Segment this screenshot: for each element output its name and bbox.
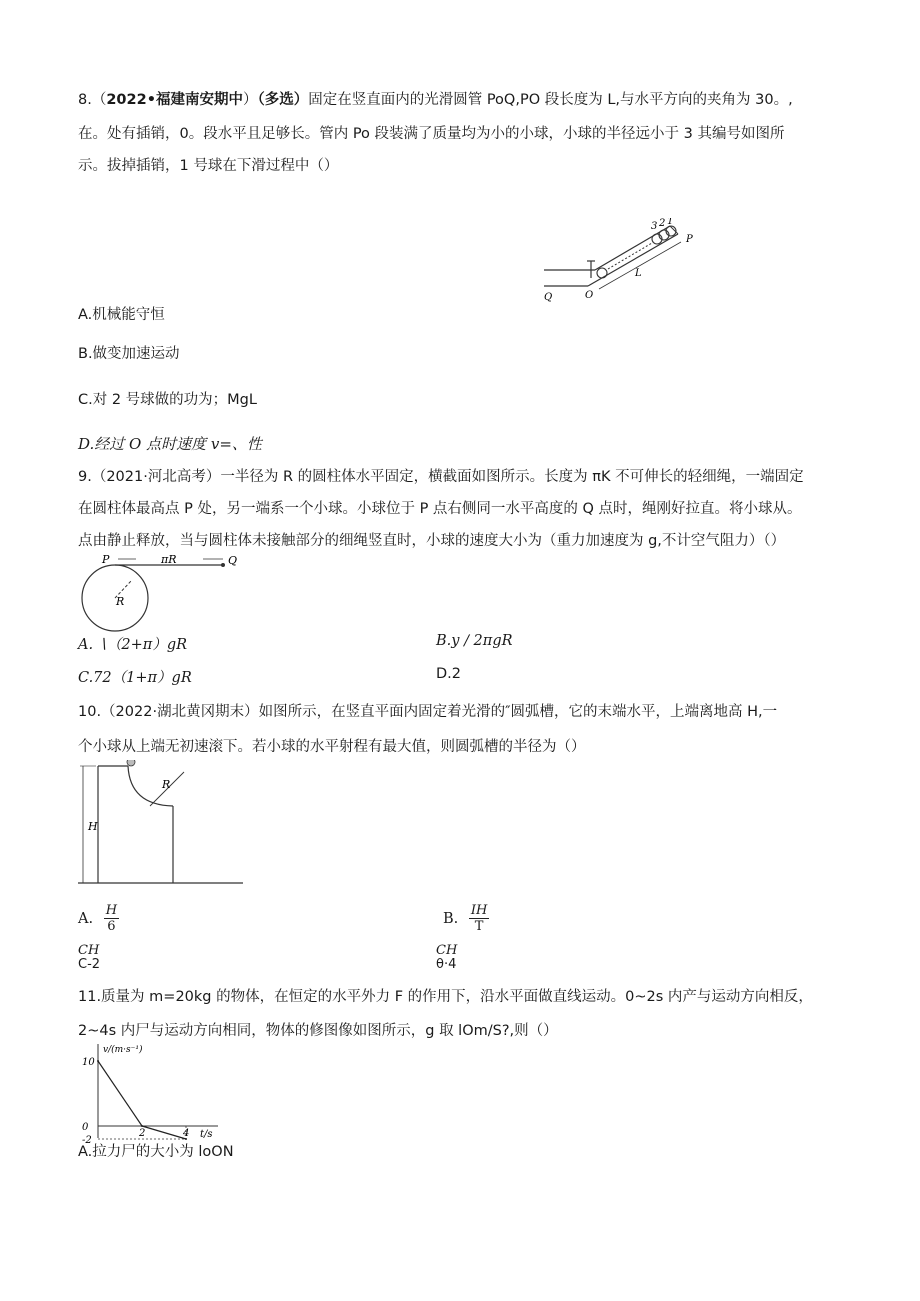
q9-option-c: C.72（1+π）gR xyxy=(78,670,192,686)
q9-label-q: Q xyxy=(228,554,238,567)
q8-label-l: L xyxy=(635,268,642,279)
q8-line2: 在。处有插销，0。段水平且足够长。管内 Po 段装满了质量均为小的小球，小球的半径远小于 3 其编号如图所 xyxy=(78,126,785,142)
q11-series-segment xyxy=(142,1126,186,1139)
q10-b-prefix: B. xyxy=(443,910,459,927)
q11-line1: 11.质量为 m=20kg 的物体，在恒定的水平外力 F 的作用下，沿水平面做直线运动。0~2s 内产与运动方向相反， xyxy=(78,989,813,1005)
q11-velocity-chart xyxy=(78,1038,228,1144)
q10-label-h: H xyxy=(88,820,98,833)
q10-option-d-top: CH xyxy=(436,943,458,958)
q10-a-numerator: H xyxy=(105,903,118,918)
q8-option-a: A.机械能守恒 xyxy=(78,307,165,323)
q10-line1: 10.（2022·湖北黄冈期末）如图所示，在竖直平面内固定着光滑的″圆弧槽，它的末端水平，上端离地高 H,一 xyxy=(78,704,778,720)
q11-y-tick-label: 10 xyxy=(82,1057,95,1068)
q10-line2: 个小球从上端无初速滚下。若小球的水平射程有最大值，则圆弧槽的半径为（） xyxy=(78,739,586,755)
q10-a-prefix: A. xyxy=(78,910,94,927)
q8-tag: （多选） xyxy=(257,92,309,108)
q9-line2: 在圆柱体最高点 P 处，另一端系一个小球。小球位于 P 点右侧同一水平高度的 Q 点时，绳刚好拉直。将小球从。 xyxy=(78,501,802,517)
q8-label-q: Q xyxy=(544,292,553,303)
q9-figure xyxy=(78,548,248,638)
q11-y-tick-label: -2 xyxy=(82,1135,92,1144)
q11-data-point xyxy=(141,1125,143,1127)
q10-a-fraction xyxy=(104,903,119,934)
q8-source: 2022•福建南安期中 xyxy=(106,92,243,108)
q11-series-segment xyxy=(98,1061,142,1126)
q9-line3: 点由静止释放，当与圆柱体未接触部分的细绳竖直时，小球的速度大小为（重力加速度为 g,不计空气阻力）（） xyxy=(78,533,786,549)
q8-close-paren: ） xyxy=(242,92,258,108)
q11-y-tick-label: 0 xyxy=(82,1122,89,1133)
q8-label-2: 2 xyxy=(659,218,666,229)
q8-label-o: O xyxy=(585,290,594,301)
q8-number: 8.（ xyxy=(78,92,107,108)
q10-option-c-top: CH xyxy=(78,943,100,958)
q10-a-denominator: 6 xyxy=(107,919,116,934)
q10-b-denominator: T xyxy=(474,919,484,934)
q10-option-a xyxy=(78,903,119,934)
q8-option-c: C.对 2 号球做的功为；MgL xyxy=(78,392,257,408)
q9-label-p: P xyxy=(102,553,110,566)
q11-x-tick-label: 4 xyxy=(183,1128,190,1139)
q11-line2: 2~4s 内尸与运动方向相同，物体的修图像如图所示，g 取 lOm/S?,则（） xyxy=(78,1023,558,1039)
q9-option-a: A. ∖（2+π）gR xyxy=(78,637,188,653)
q8-line1 xyxy=(78,88,793,109)
q11-y-label: v/(m·s⁻¹) xyxy=(103,1045,143,1055)
q8-label-3: 3 xyxy=(651,221,658,232)
q8-option-b: B.做变加速运动 xyxy=(78,346,180,362)
q8-option-d: D.经过 O 点时速度 v=、性 xyxy=(78,435,262,453)
q9-option-b: B.y ∕ 2πgR xyxy=(436,633,513,649)
q9-label-r: R xyxy=(116,595,125,608)
q11-option-a: A.拉力尸的大小为 loON xyxy=(78,1144,234,1160)
q8-label-p: P xyxy=(686,234,693,245)
q8-figure xyxy=(538,218,708,308)
q9-line1: 9.（2021·河北高考）一半径为 R 的圆柱体水平固定，横截面如图所示。长度为 πK 不可伸长的轻细绳，一端固定 xyxy=(78,469,804,485)
q10-option-d-bottom: θ·4 xyxy=(436,957,457,972)
q9-label-pir: πR xyxy=(161,553,177,566)
q8-label-1: 1 xyxy=(667,218,674,227)
q11-x-tick-label: 2 xyxy=(139,1128,146,1139)
q10-b-fraction xyxy=(469,903,489,934)
q10-b-numerator: IH xyxy=(470,903,488,918)
q11-data-point xyxy=(97,1060,99,1062)
q10-label-r: R xyxy=(162,778,171,791)
q10-option-b xyxy=(443,903,489,934)
q9-option-d: D.2 xyxy=(436,666,461,682)
q11-x-label: t/s xyxy=(200,1129,213,1140)
q10-option-c-bottom: C-2 xyxy=(78,957,101,972)
q8-line1-text: 固定在竖直面内的光滑圆管 PoQ,PO 段长度为 L,与水平方向的夹角为 30。, xyxy=(308,92,793,108)
q10-figure xyxy=(78,760,248,890)
q8-line3: 示。拔掉插销，1 号球在下滑过程中（） xyxy=(78,158,339,174)
